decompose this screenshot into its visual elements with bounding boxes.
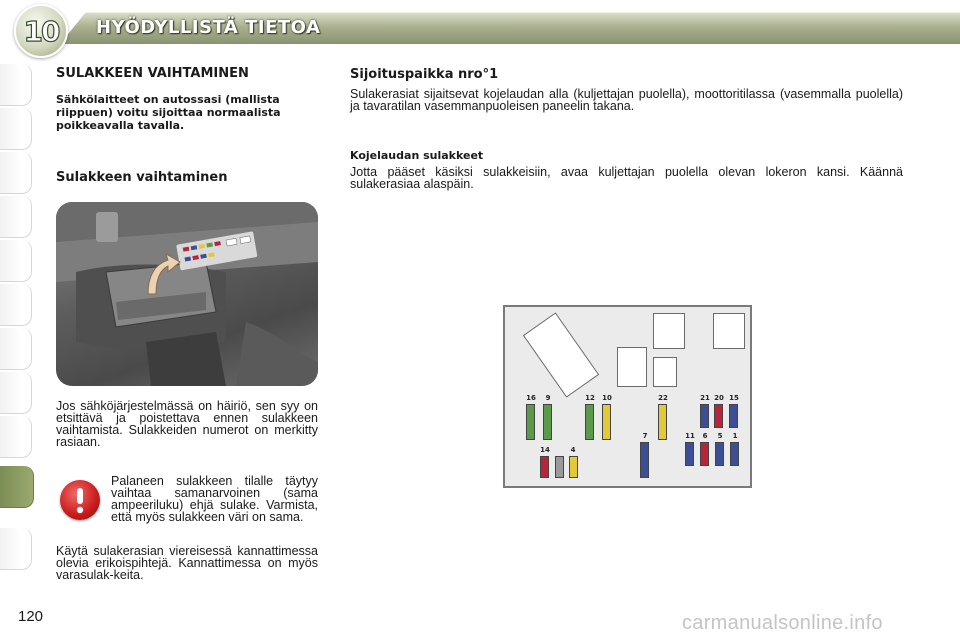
page-header: [0, 0, 960, 52]
fuse-box-photo: [56, 202, 318, 386]
chapter-tab-8[interactable]: [0, 372, 32, 414]
fuse-15: [729, 404, 738, 428]
fuse-11: [685, 442, 694, 466]
location-text: Sulakerasiat sijaitsevat kojelaudan alla (kuljettajan puolella), moottoritilassa (vasemmalla puolella) ja tavaratilan vasemmanpuoleisen paneelin takana.: [350, 87, 903, 113]
relay-top-2: [713, 313, 745, 349]
dash-fuses-title: Kojelaudan sulakkeet: [350, 149, 484, 162]
chapter-tab-7[interactable]: [0, 328, 32, 370]
fuse-label-6: 6: [702, 432, 708, 440]
dash-fuses-text: Jotta pääset käsiksi sulakkeisiin, avaa kuljettajan puolella olevan lokeron kansi. Käännä sulakerasiaa alaspäin.: [350, 165, 903, 191]
section-title: SULAKKEEN VAIHTAMINEN: [56, 66, 249, 81]
chapter-tab-3[interactable]: [0, 152, 32, 194]
fuse-label-21: 21: [700, 394, 710, 402]
chapter-tab-4[interactable]: [0, 196, 32, 238]
fuse-label-16: 16: [526, 394, 536, 402]
fuse-9: [543, 404, 552, 440]
fuse-label-7: 7: [642, 432, 648, 440]
fuse-label-1: 1: [732, 432, 738, 440]
chapter-tab-6[interactable]: [0, 284, 32, 326]
fuse-20: [714, 404, 723, 428]
fuse-spare-gray: [555, 456, 564, 478]
fuse-5: [715, 442, 724, 466]
chapter-tab-2[interactable]: [0, 108, 32, 150]
chapter-tab-9[interactable]: [0, 416, 32, 458]
fuse-21: [700, 404, 709, 428]
fuse-12: [585, 404, 594, 440]
fuse-6: [700, 442, 709, 466]
fuse-4: [569, 456, 578, 478]
fuse-diagram: [503, 305, 752, 488]
fuse-16: [526, 404, 535, 440]
relay-large: [523, 312, 599, 397]
fuse-label-11: 11: [685, 432, 695, 440]
fuse-label-14: 14: [540, 446, 550, 454]
warning-text: Palaneen sulakkeen tilalle täytyy vaihtaa samanarvoinen (sama ampeeriluku) ehjä sulake. Varmista, että myös sulakkeen väri on sama.: [111, 474, 318, 524]
relay-mid-1: [617, 347, 647, 387]
fuse-label-15: 15: [729, 394, 739, 402]
fuse-10: [602, 404, 611, 440]
chapter-title: HYÖDYLLISTÄ TIETOA: [96, 17, 321, 38]
watermark: carmanualsonline.info: [682, 612, 883, 634]
chapter-tab-1[interactable]: [0, 64, 32, 106]
relay-mid-2: [653, 357, 677, 387]
location-title: Sijoituspaikka nro°1: [350, 67, 499, 82]
chapter-tab-10-active[interactable]: [0, 466, 34, 508]
fuse-label-22: 22: [658, 394, 668, 402]
fuse-7: [640, 442, 649, 478]
exclamation-icon: [60, 480, 100, 520]
fuse-1: [730, 442, 739, 466]
chapter-number: 10: [23, 15, 59, 48]
intro-text: Sähkölaitteet on autossasi (mallista riippuen) voitu sijoittaa normaalista poikkeavalla tavalla.: [56, 93, 281, 132]
fuse-label-4: 4: [570, 446, 576, 454]
fuse-label-10: 10: [602, 394, 612, 402]
chapter-tab-5[interactable]: [0, 240, 32, 282]
fuse-label-12: 12: [585, 394, 595, 402]
relay-top-1: [653, 313, 685, 349]
fault-text: Jos sähköjärjestelmässä on häiriö, sen syy on etsittävä ja poistettava ennen sulakkeen vaihtamista. Sulakkeiden numerot on merkitty rasiaan.: [56, 399, 318, 449]
subheading-fuse-replace: Sulakkeen vaihtaminen: [56, 170, 228, 185]
fuse-label-9: 9: [545, 394, 551, 402]
fuse-box-photo-illustration: [56, 202, 318, 386]
fuse-22: [658, 404, 667, 440]
fuse-label-20: 20: [714, 394, 724, 402]
fuse-label-5: 5: [717, 432, 723, 440]
warning-icon: [60, 480, 100, 520]
page-number: 120: [18, 608, 44, 625]
chapter-badge: [14, 4, 68, 58]
tool-text: Käytä sulakerasian viereisessä kannattimessa olevia erikoispihtejä. Kannattimessa on myös varasulak-keita.: [56, 544, 318, 582]
chapter-tab-11[interactable]: [0, 528, 32, 570]
fuse-14: [540, 456, 549, 478]
